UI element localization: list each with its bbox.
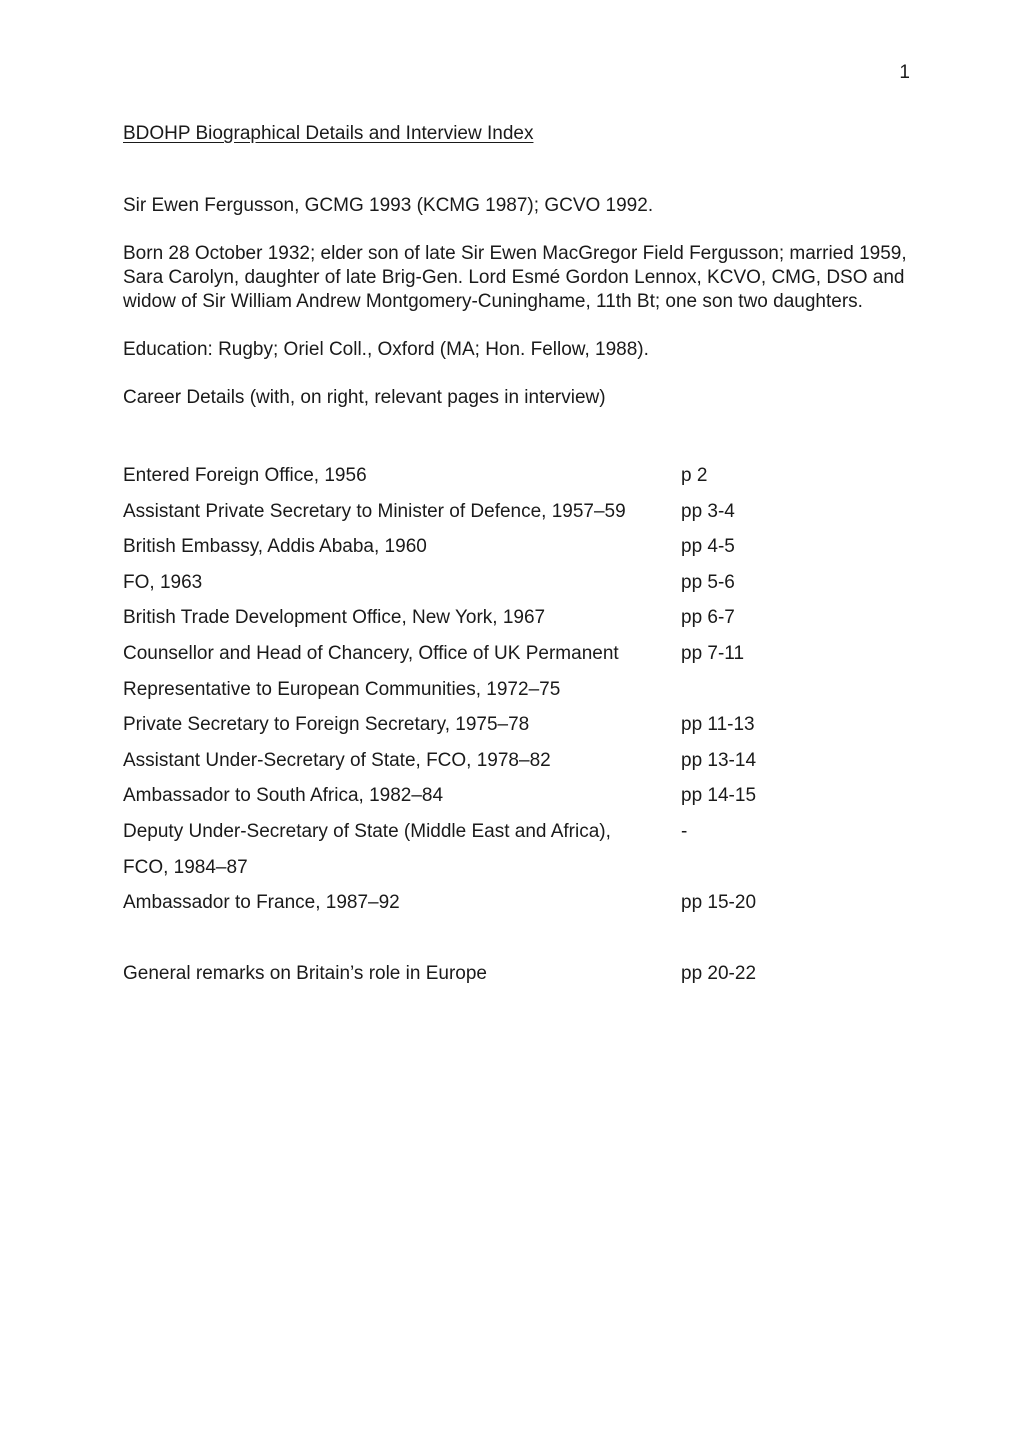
career-role: Assistant Private Secretary to Minister of Defence, 1957–59	[123, 500, 626, 522]
page-number: 1	[899, 62, 910, 83]
birth-and-family-paragraph: Born 28 October 1932; elder son of late Sir Ewen MacGregor Field Fergusson; married 1959, Sara Carolyn, daughter of late Brig-Gen. Lord Esmé Gordon Lennox, KCVO, CMG, DSO and widow of Sir William Andrew Montgomery-Cuninghame, 11th Bt; one son two daughters.	[123, 243, 907, 312]
career-row	[123, 814, 913, 850]
career-list	[123, 458, 913, 921]
career-row	[123, 672, 913, 708]
career-row	[123, 600, 913, 636]
career-pages: pp 13-14	[681, 749, 757, 771]
career-pages: pp 5-6	[681, 571, 735, 593]
career-role: British Embassy, Addis Ababa, 1960	[123, 536, 427, 558]
career-pages: -	[681, 820, 688, 842]
career-role: Representative to European Communities, 1972–75	[123, 678, 561, 700]
career-row	[123, 529, 913, 565]
general-remarks-label: General remarks on Britain’s role in Europe	[123, 962, 487, 984]
career-row	[123, 494, 913, 530]
career-row	[123, 458, 913, 494]
career-pages: p 2	[681, 465, 708, 486]
career-row	[123, 707, 913, 743]
career-row	[123, 885, 913, 921]
career-role: Assistant Under-Secretary of State, FCO, 1978–82	[123, 749, 551, 771]
career-pages: pp 15-20	[681, 892, 757, 914]
general-remarks-row	[123, 956, 913, 992]
general-remarks-pages: pp 20-22	[681, 962, 757, 984]
career-pages: pp 3-4	[681, 500, 735, 522]
education-line: Education: Rugby; Oriel Coll., Oxford (MA; Hon. Fellow, 1988).	[123, 339, 649, 360]
name-and-honours: Sir Ewen Fergusson, GCMG 1993 (KCMG 1987); GCVO 1992.	[123, 195, 654, 216]
career-role: Entered Foreign Office, 1956	[123, 465, 367, 486]
career-pages: pp 6-7	[681, 607, 735, 629]
career-role: Private Secretary to Foreign Secretary, 1975–78	[123, 714, 530, 736]
career-role: Counsellor and Head of Chancery, Office of UK Permanent	[123, 642, 619, 664]
career-row	[123, 850, 913, 886]
career-role: FO, 1963	[123, 571, 203, 593]
career-role: Deputy Under-Secretary of State (Middle East and Africa),	[123, 820, 611, 842]
document-title: BDOHP Biographical Details and Interview Index	[123, 123, 534, 144]
career-pages: pp 4-5	[681, 536, 735, 558]
career-row	[123, 565, 913, 601]
career-details-heading: Career Details (with, on right, relevant pages in interview)	[123, 387, 606, 408]
career-role: British Trade Development Office, New York, 1967	[123, 607, 546, 629]
career-role: Ambassador to South Africa, 1982–84	[123, 785, 444, 807]
career-row	[123, 743, 913, 779]
document-body	[123, 122, 913, 991]
career-role: FCO, 1984–87	[123, 856, 248, 878]
career-pages: pp 14-15	[681, 785, 757, 807]
career-pages: pp 11-13	[681, 714, 755, 736]
career-row	[123, 778, 913, 814]
career-row	[123, 636, 913, 672]
career-pages: pp 7-11	[681, 642, 745, 664]
career-role: Ambassador to France, 1987–92	[123, 892, 400, 914]
